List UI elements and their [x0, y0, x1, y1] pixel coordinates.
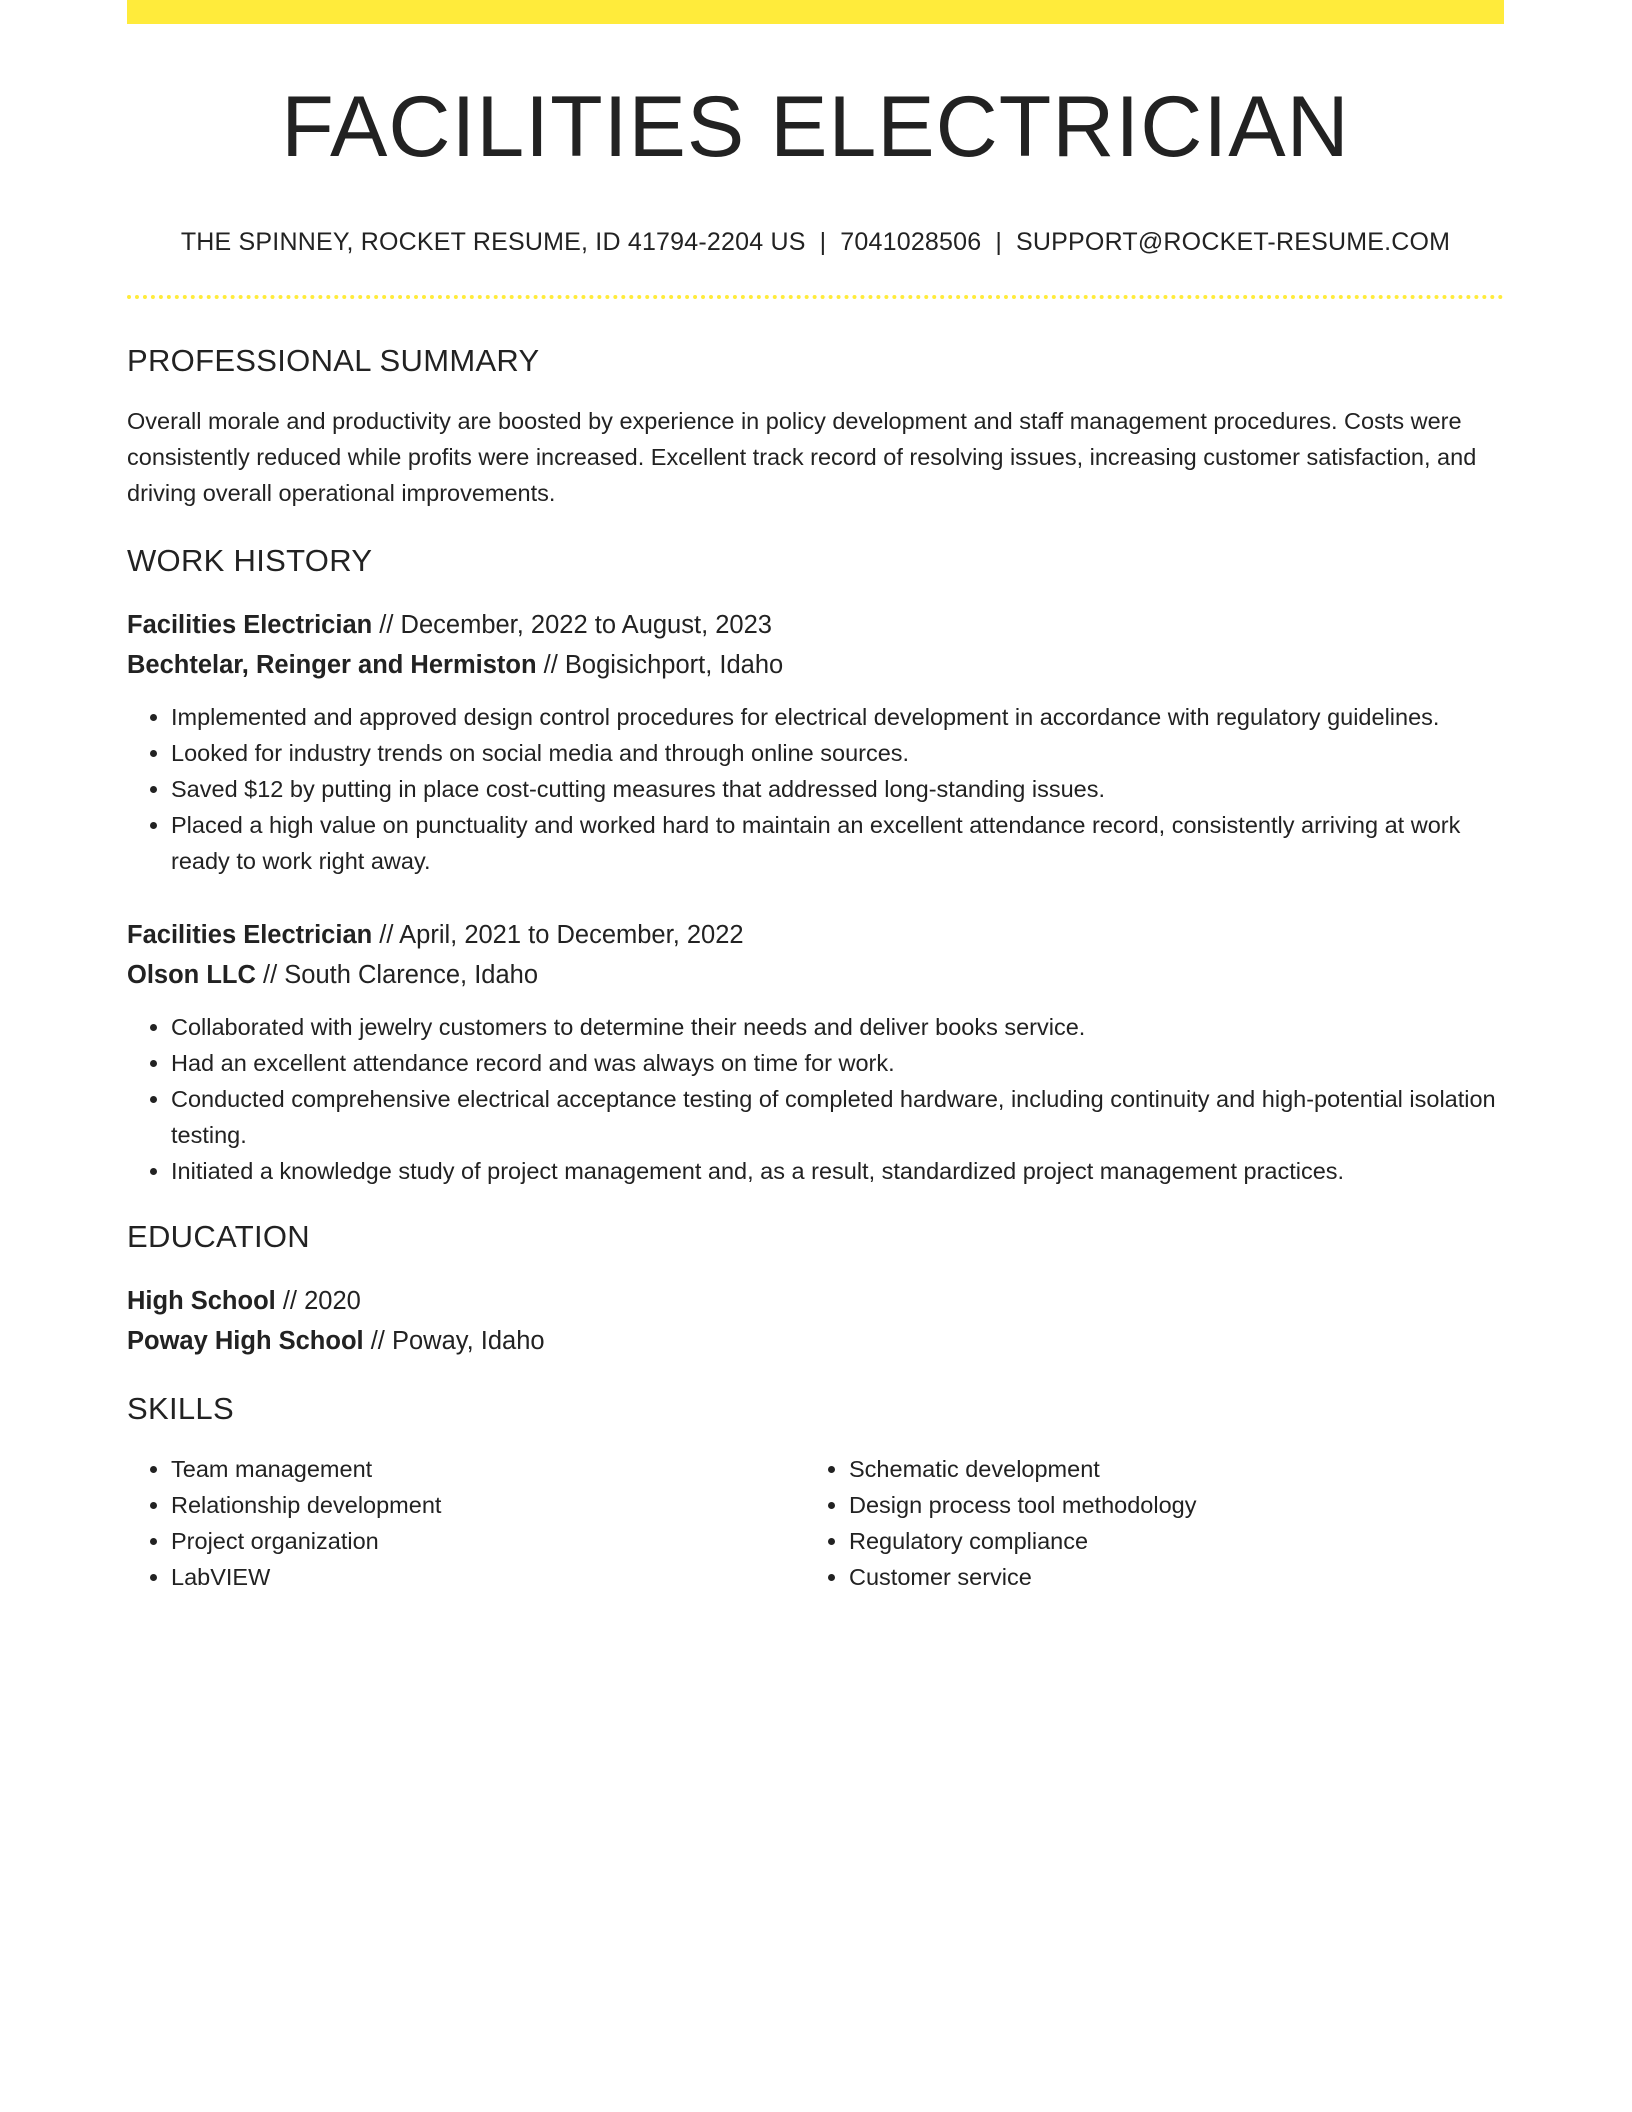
list-item: • Implemented and approved design control procedures for electrical development in accordance with regulatory guidelines.: [171, 699, 1504, 735]
job-bullets: [127, 699, 1504, 879]
education-degree: High School: [127, 1287, 276, 1316]
job-entry: [127, 605, 1504, 879]
education-year: // 2020: [275, 1287, 361, 1316]
job-role: Facilities Electrician: [127, 611, 373, 640]
dotted-divider: [127, 295, 1504, 299]
education-entry: [127, 1281, 1504, 1361]
list-item: • Design process tool methodology: [849, 1487, 1483, 1523]
list-item: • Team management: [171, 1451, 805, 1487]
list-item: • Looked for industry trends on social media and through online sources.: [171, 735, 1504, 771]
job-role: Facilities Electrician: [127, 921, 373, 950]
list-item: • Initiated a knowledge study of project management and, as a result, standardized project management practices.: [171, 1153, 1504, 1189]
accent-top-bar: [127, 0, 1504, 24]
list-item: • Customer service: [849, 1559, 1483, 1595]
education-school-line: [127, 1321, 1504, 1361]
education-school: Poway High School: [127, 1327, 364, 1356]
skills-list-left: [127, 1451, 805, 1595]
resume-page: [127, 0, 1504, 1595]
education-heading: EDUCATION: [127, 1219, 310, 1255]
job-location: // Bogisichport, Idaho: [536, 651, 784, 680]
job-company-line: [127, 645, 1504, 685]
contact-line: [127, 228, 1504, 257]
job-company-line: [127, 955, 1504, 995]
job-entry: [127, 915, 1504, 1189]
contact-separator: |: [819, 228, 827, 257]
list-item: • Project organization: [171, 1523, 805, 1559]
contact-phone: 7041028506: [840, 228, 982, 257]
list-item: • Placed a high value on punctuality and worked hard to maintain an excellent attendance record, consistently arriving at work ready to work right away.: [171, 807, 1504, 879]
job-dates: // December, 2022 to August, 2023: [372, 611, 772, 640]
resume-name: FACILITIES ELECTRICIAN: [281, 79, 1350, 175]
job-dates: // April, 2021 to December, 2022: [372, 921, 744, 950]
list-item: • Regulatory compliance: [849, 1523, 1483, 1559]
list-item: • Had an excellent attendance record and was always on time for work.: [171, 1045, 1504, 1081]
list-item: • Relationship development: [171, 1487, 805, 1523]
education-degree-line: [127, 1281, 1504, 1321]
list-item: • Schematic development: [849, 1451, 1483, 1487]
job-company: Olson LLC: [127, 961, 256, 990]
job-title-line: [127, 915, 1504, 955]
job-location: // South Clarence, Idaho: [255, 961, 539, 990]
job-bullets: [127, 1009, 1504, 1189]
education-location: // Poway, Idaho: [363, 1327, 545, 1356]
job-company: Bechtelar, Reinger and Hermiston: [127, 651, 537, 680]
work-history-heading: WORK HISTORY: [127, 543, 373, 579]
summary-text: Overall morale and productivity are boosted by experience in policy development and staff management procedures. Costs were consistently reduced while profits were increased. Excellent track record of resolving issues, increasing customer satisfaction, and driving overall operational improvements.: [127, 408, 1477, 507]
list-item: • Conducted comprehensive electrical acceptance testing of completed hardware, including continuity and high-potential isolation testing.: [171, 1081, 1504, 1153]
contact-email: SUPPORT@ROCKET-RESUME.COM: [1016, 228, 1451, 257]
contact-separator: |: [995, 228, 1003, 257]
list-item: • Saved $12 by putting in place cost-cutting measures that addressed long-standing issues.: [171, 771, 1504, 807]
contact-address: THE SPINNEY, ROCKET RESUME, ID 41794-2204 US: [180, 228, 806, 257]
list-item: • LabVIEW: [171, 1559, 805, 1595]
list-item: • Collaborated with jewelry customers to determine their needs and deliver books service.: [171, 1009, 1504, 1045]
job-title-line: [127, 605, 1504, 645]
skills-columns: [127, 1451, 1504, 1595]
skills-list-right: [805, 1451, 1483, 1595]
summary-heading: PROFESSIONAL SUMMARY: [127, 343, 540, 379]
skills-heading: SKILLS: [127, 1391, 234, 1427]
